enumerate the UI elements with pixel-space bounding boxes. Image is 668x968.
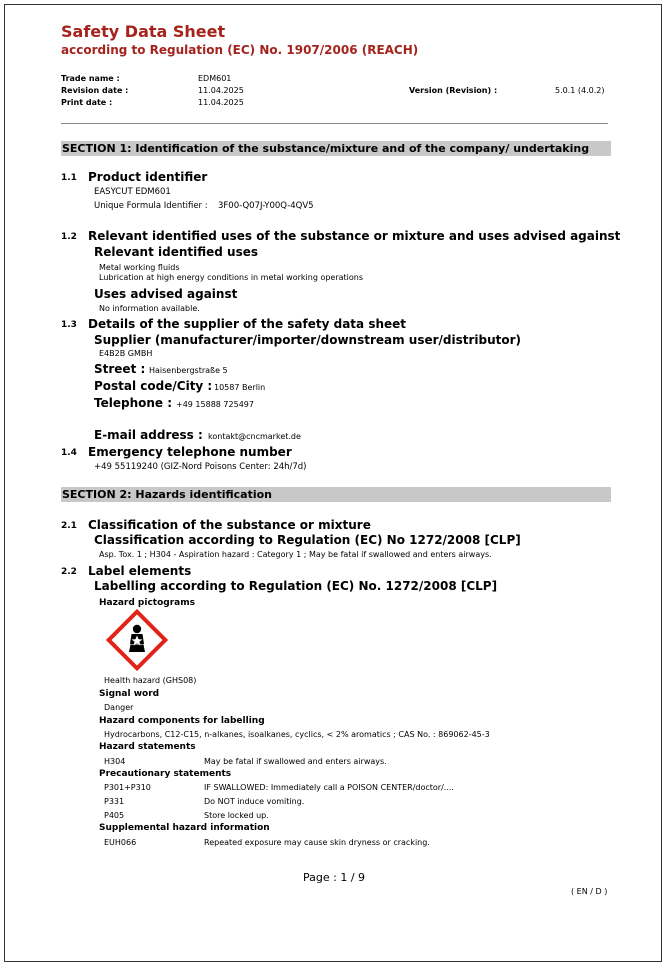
- document-title: Safety Data Sheet: [61, 22, 226, 41]
- section-2-2-title: Label elements: [88, 564, 192, 578]
- section-2-header: SECTION 2: Hazards identification: [61, 487, 611, 502]
- trade-name-label: Trade name :: [61, 74, 120, 83]
- uses-advised-against-text: No information available.: [99, 304, 200, 313]
- p405-text: Store locked up.: [204, 811, 269, 820]
- supplier-name: E4B2B GMBH: [99, 349, 153, 358]
- precautionary-statements-heading: Precautionary statements: [99, 769, 232, 779]
- revision-date-value: 11.04.2025: [198, 86, 244, 95]
- labelling-heading: Labelling according to Regulation (EC) No. 1272/2008 [CLP]: [94, 579, 498, 593]
- language-code: ( EN / D ): [571, 887, 608, 896]
- supplemental-hazard-heading: Supplemental hazard information: [99, 823, 270, 833]
- supplier-heading: Supplier (manufacturer/importer/downstream user/distributor): [94, 333, 522, 347]
- euh066-text: Repeated exposure may cause skin dryness or cracking.: [204, 838, 430, 847]
- telephone-value: +49 15888 725497: [176, 400, 254, 409]
- section-1-2-number: 1.2: [61, 232, 77, 242]
- clp-classification-heading: Classification according to Regulation (EC) No 1272/2008 [CLP]: [94, 533, 521, 547]
- pictogram-caption: Health hazard (GHS08): [104, 676, 197, 685]
- product-name: EASYCUT EDM601: [94, 187, 171, 197]
- health-hazard-ghs08-icon: [104, 607, 170, 673]
- relevant-uses-heading: Relevant identified uses: [94, 245, 259, 259]
- section-1-header: SECTION 1: Identification of the substance/mixture and of the company/ undertaking: [61, 141, 611, 156]
- print-date-label: Print date :: [61, 98, 113, 107]
- email-label: E-mail address :: [94, 428, 203, 442]
- h304-code: H304: [104, 757, 126, 766]
- section-1-4-number: 1.4: [61, 448, 77, 458]
- hazard-components-heading: Hazard components for labelling: [99, 716, 265, 726]
- postal-value: 10587 Berlin: [214, 383, 266, 392]
- revision-date-label: Revision date :: [61, 86, 129, 95]
- hazard-components-text: Hydrocarbons, C12-C15, n-alkanes, isoalkanes, cyclics, < 2% aromatics ; CAS No. : 869062-45-3: [104, 730, 490, 739]
- p405-code: P405: [104, 811, 125, 820]
- print-date-value: 11.04.2025: [198, 98, 244, 107]
- hazard-pictograms-heading: Hazard pictograms: [99, 598, 195, 608]
- use-1: Metal working fluids: [99, 263, 180, 272]
- p301-text: IF SWALLOWED: Immediately call a POISON CENTER/doctor/....: [204, 783, 454, 792]
- header-divider: [61, 123, 608, 124]
- ufi-value: 3F00-Q07J-Y00Q-4QV5: [218, 201, 314, 211]
- email-value: kontakt@cncmarket.de: [208, 432, 301, 441]
- h304-text: May be fatal if swallowed and enters airways.: [204, 757, 387, 766]
- emergency-number: +49 55119240 (GIZ-Nord Poisons Center: 24h/7d): [94, 462, 307, 472]
- section-2-1-number: 2.1: [61, 521, 77, 531]
- section-1-1-title: Product identifier: [88, 170, 208, 184]
- street-label: Street :: [94, 362, 146, 376]
- section-1-2-title: Relevant identified uses of the substance or mixture and uses advised against: [88, 229, 621, 243]
- signal-word-value: Danger: [104, 703, 134, 712]
- section-1-4-title: Emergency telephone number: [88, 445, 292, 459]
- use-2: Lubrication at high energy conditions in metal working operations: [99, 273, 364, 282]
- section-1-3-number: 1.3: [61, 320, 77, 330]
- version-label: Version (Revision) :: [409, 86, 498, 95]
- telephone-label: Telephone :: [94, 396, 173, 410]
- uses-advised-against-heading: Uses advised against: [94, 287, 238, 301]
- p301-code: P301+P310: [104, 783, 151, 792]
- euh066-code: EUH066: [104, 838, 137, 847]
- section-1-3-title: Details of the supplier of the safety data sheet: [88, 317, 407, 331]
- page-number: Page : 1 / 9: [303, 871, 366, 884]
- section-1-1-number: 1.1: [61, 173, 77, 183]
- classification-text: Asp. Tox. 1 ; H304 - Aspiration hazard : Category 1 ; May be fatal if swallowed and enters airways.: [99, 550, 492, 559]
- document-subtitle: according to Regulation (EC) No. 1907/2006 (REACH): [61, 43, 419, 57]
- postal-label: Postal code/City :: [94, 379, 213, 393]
- p331-text: Do NOT induce vomiting.: [204, 797, 305, 806]
- p331-code: P331: [104, 797, 125, 806]
- section-2-2-number: 2.2: [61, 567, 77, 577]
- hazard-statements-heading: Hazard statements: [99, 742, 196, 752]
- signal-word-heading: Signal word: [99, 689, 160, 699]
- street-value: Haisenbergstraße 5: [149, 366, 228, 375]
- section-2-1-title: Classification of the substance or mixture: [88, 518, 371, 532]
- ufi-label: Unique Formula Identifier :: [94, 201, 208, 211]
- version-value: 5.0.1 (4.0.2): [555, 86, 605, 95]
- trade-name-value: EDM601: [198, 74, 232, 83]
